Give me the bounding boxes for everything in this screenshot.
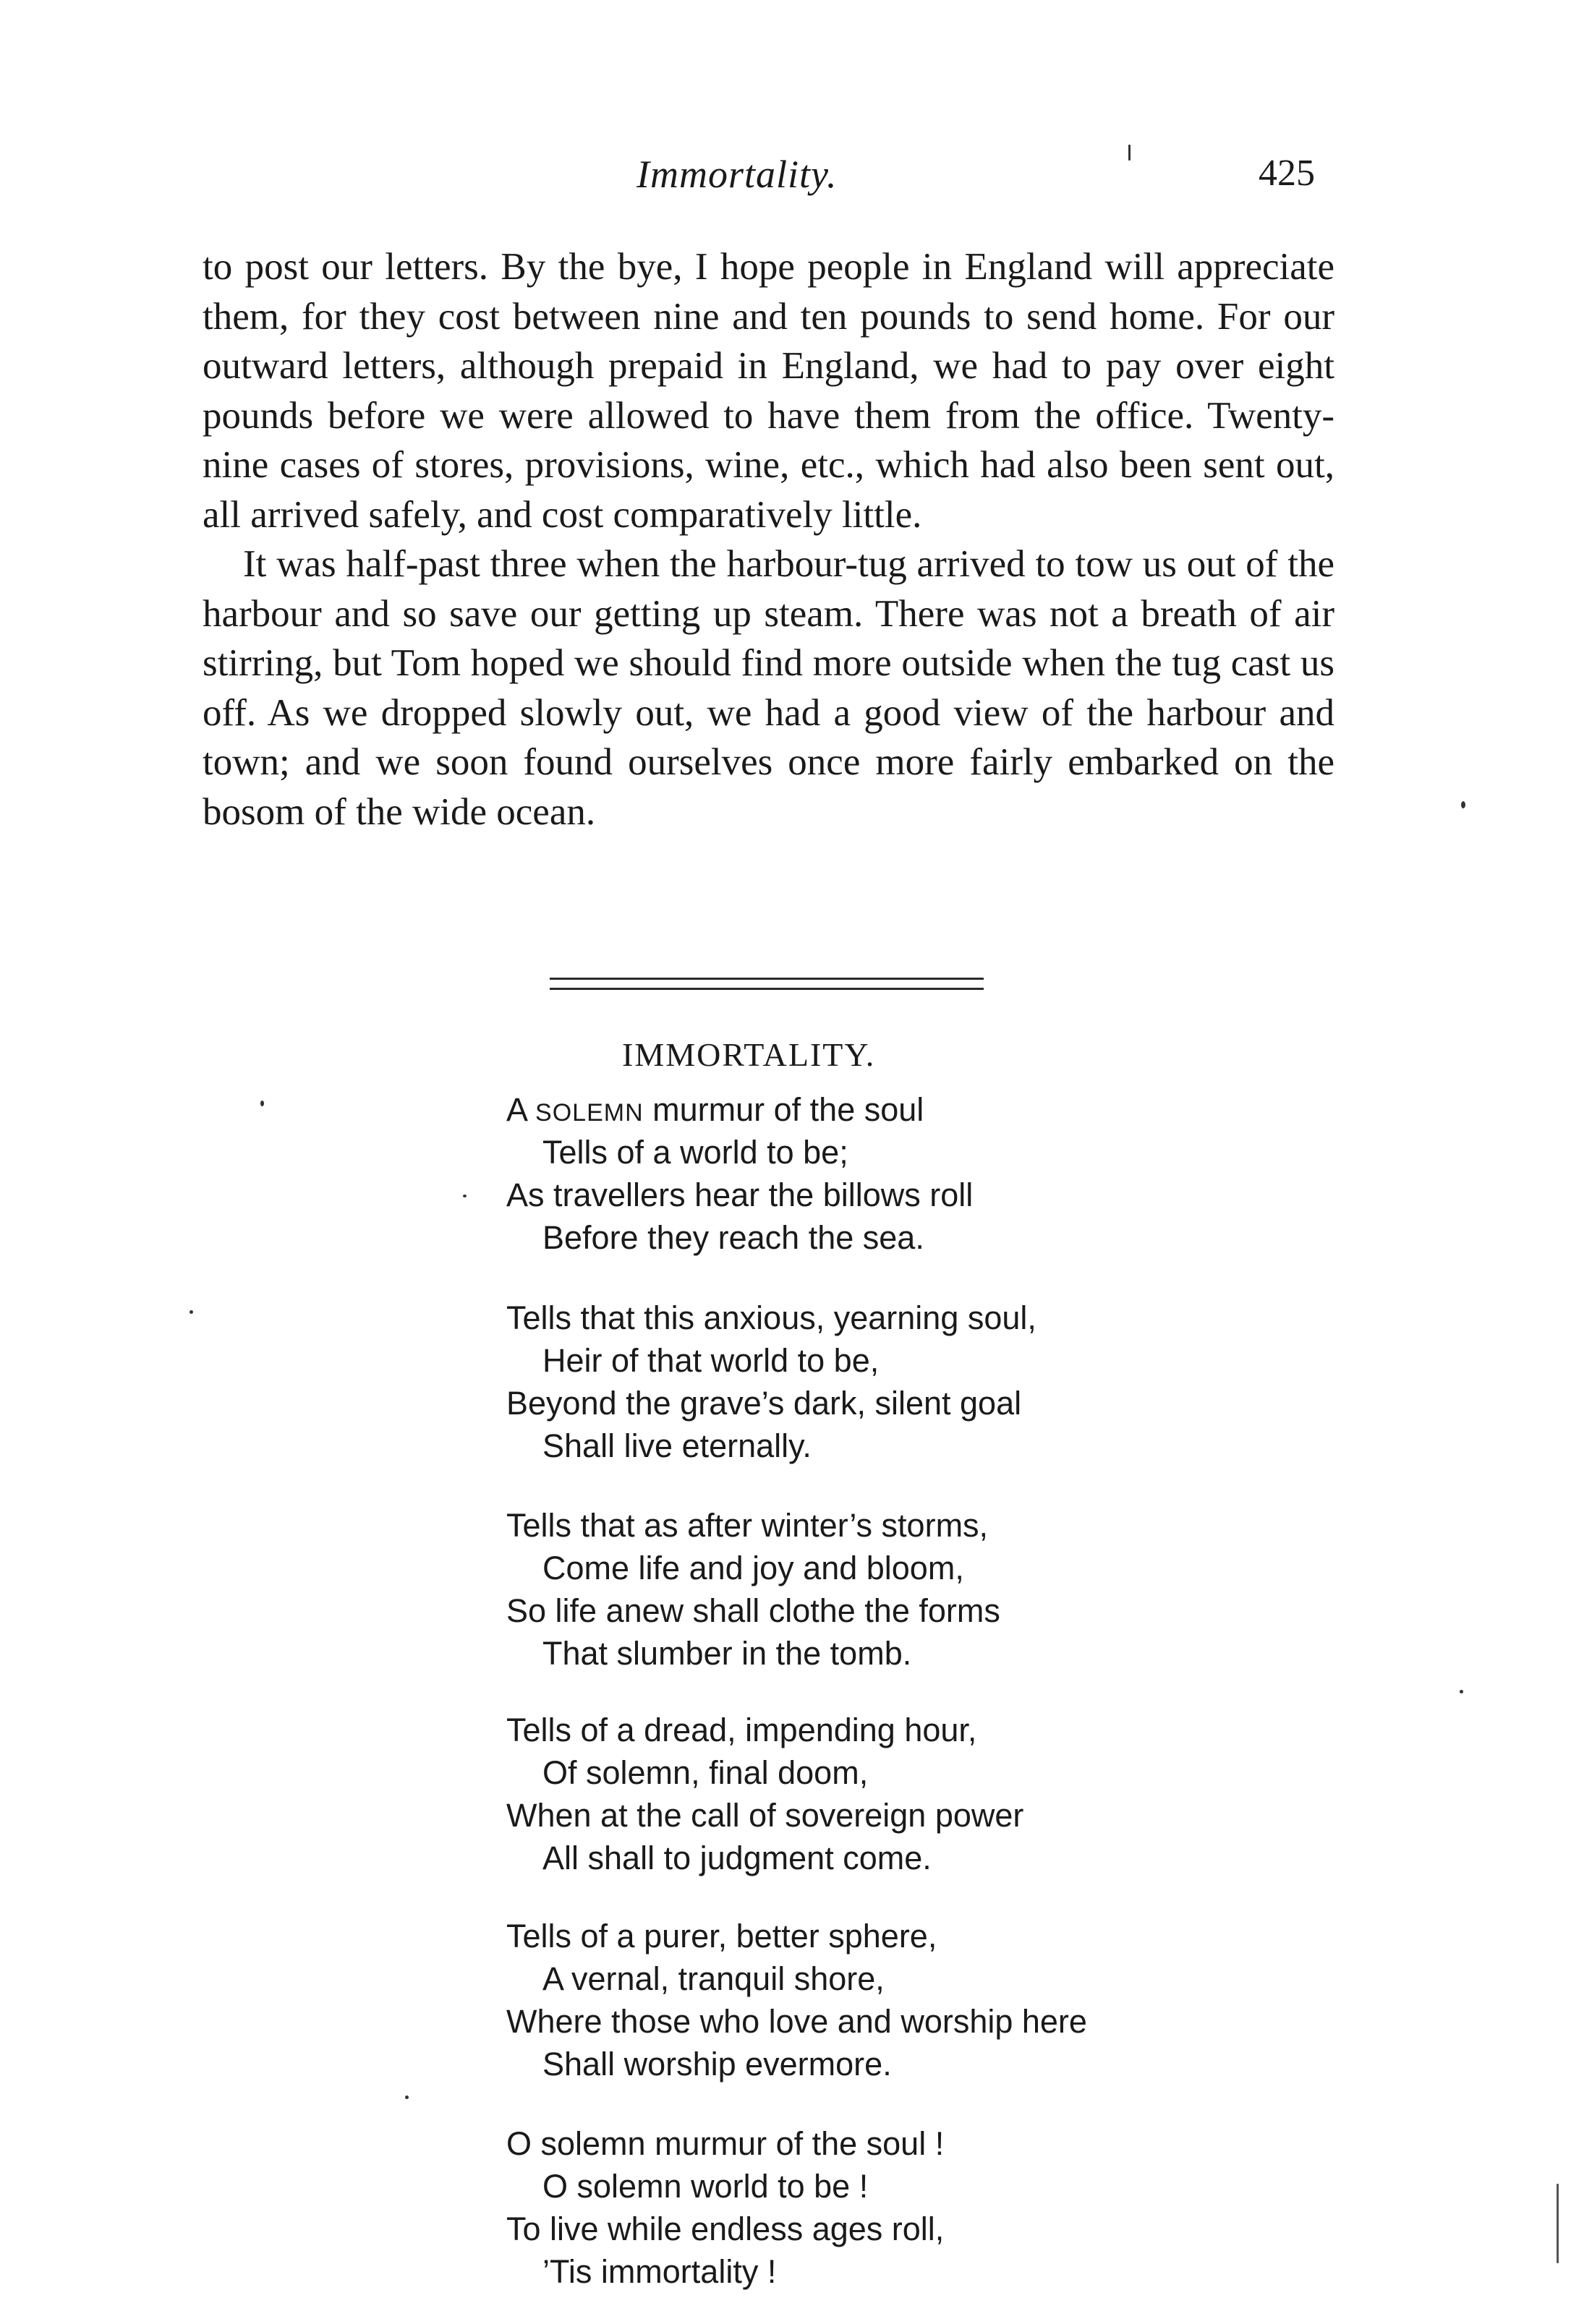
scan-speck — [1460, 1690, 1463, 1693]
scan-speck — [1461, 801, 1465, 808]
scan-speck — [260, 1101, 264, 1106]
poem-line: Tells of a world to be; — [542, 1134, 848, 1171]
poem-line: Heir of that world to be, — [542, 1342, 880, 1379]
scan-speck — [405, 2096, 409, 2099]
stanza-1 — [506, 1088, 1302, 1259]
stanza-2 — [506, 1296, 1302, 1467]
poem-line: Tells of a dread, impending hour, — [506, 1712, 977, 1748]
stanza-6 — [506, 2122, 1302, 2293]
stanza-3 — [506, 1504, 1302, 1675]
stanza-5 — [506, 1915, 1302, 2085]
paragraph-continuation: to post our letters. By the bye, I hope people in England will appreciate them, for they cost between nine and ten pounds to send home. For our outward letters, although prepaid in England, we had to pay over eight pounds before we were allowed to have them from the office. Twenty-nine cases of stores, provisions, wine, etc., which had also been sent out, all arrived safely, and cost comparatively little. — [203, 246, 1334, 536]
stanza-4 — [506, 1709, 1302, 1879]
paragraph-harbour-departure: It was half-past three when the harbour-tug arrived to tow us out of the harbour and so save our getting up steam. There was not a breath of air stirring, but Tom hoped we should find more outside when the tug cast us off. As we dropped slowly out, we had a good view of the harbour and town; and we soon found ourselves once more fairly embarked on the bosom of the wide ocean. — [203, 543, 1334, 833]
running-head — [0, 152, 1571, 202]
poem-line-lead: A — [506, 1091, 536, 1128]
scan-edge-mark — [1557, 2184, 1559, 2263]
poem-line: All shall to judgment come. — [542, 1840, 932, 1876]
poem-line: Shall worship evermore. — [542, 2046, 892, 2082]
poem-line: O solemn world to be ! — [542, 2168, 869, 2205]
running-head-title: Immortality. — [637, 153, 838, 196]
section-divider-bottom — [550, 988, 984, 990]
poem-line-smallcaps: SOLEMN — [535, 1099, 644, 1127]
poem-line: A vernal, tranquil shore, — [542, 1960, 885, 1997]
page-number: 425 — [1259, 153, 1315, 194]
poem-line-rest: murmur of the soul — [643, 1091, 924, 1128]
poem-line: So life anew shall clothe the forms — [506, 1592, 1000, 1629]
poem-line: Where those who love and worship here — [506, 2003, 1087, 2040]
poem-line: Tells that this anxious, yearning soul, — [506, 1299, 1036, 1336]
poem-line: To live while endless ages roll, — [506, 2210, 945, 2247]
poem-line: Of solemn, final doom, — [542, 1754, 869, 1791]
poem-line — [506, 1088, 1302, 1131]
scan-speck — [1128, 145, 1131, 161]
poem-line: As travellers hear the billows roll — [506, 1176, 974, 1213]
poem-title: IMMORTALITY. — [622, 1036, 876, 1073]
poem-line: Before they reach the sea. — [542, 1219, 924, 1256]
poem-line: That slumber in the tomb. — [542, 1635, 912, 1672]
poem-line: Tells of a purer, better sphere, — [506, 1918, 937, 1955]
poem-line: When at the call of sovereign power — [506, 1797, 1024, 1834]
scan-speck — [190, 1310, 193, 1314]
poem-line: Tells that as after winter’s storms, — [506, 1507, 989, 1544]
poem-line: Beyond the grave’s dark, silent goal — [506, 1385, 1022, 1422]
poem-line: O solemn murmur of the soul ! — [506, 2125, 945, 2162]
poem-line: Come life and joy and bloom, — [542, 1550, 964, 1586]
poem-line: Shall live eternally. — [542, 1427, 812, 1464]
section-divider-top — [550, 978, 984, 980]
scan-speck — [463, 1195, 467, 1197]
prose-body — [203, 242, 1334, 837]
poem-line: ’Tis immortality ! — [542, 2253, 777, 2290]
